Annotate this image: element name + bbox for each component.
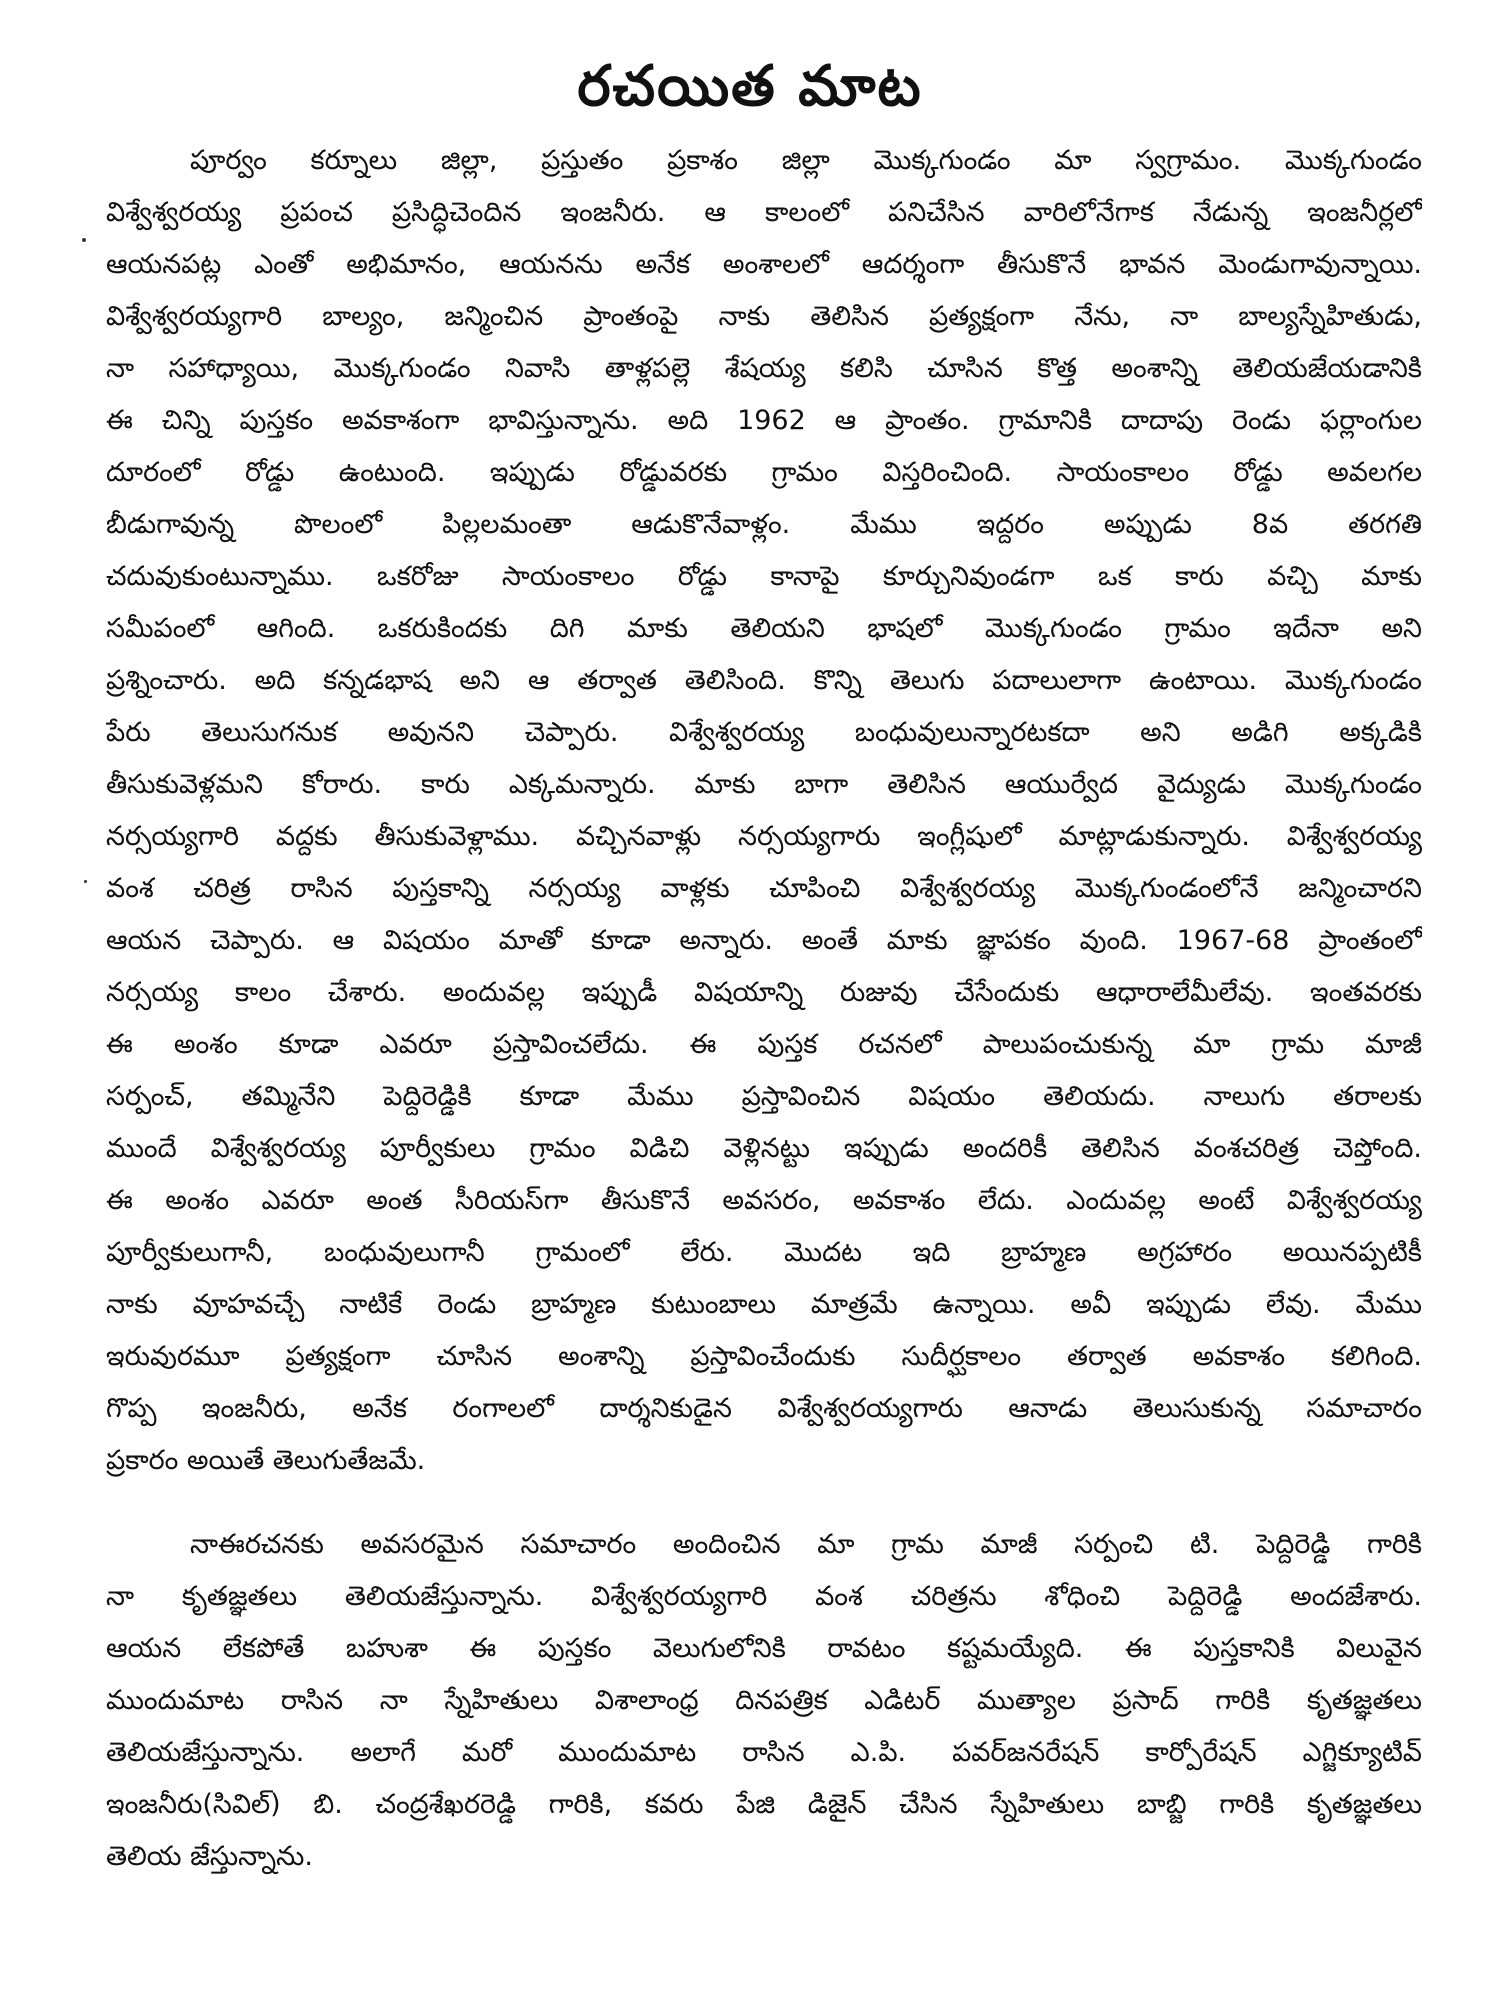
text-line: నర్సయ్యగారి వద్దకు తీసుకువెళ్లాము. వచ్చినవాళ్లు నర్సయ్యగారు ఇంగ్లీషులో మాట్లాడుకున్నారు. విశ్వేశ్వరయ్య bbox=[106, 821, 1422, 852]
scan-speck bbox=[84, 880, 87, 883]
scan-speck bbox=[82, 238, 86, 242]
text-line: విశ్వేశ్వరయ్యగారి బాల్యం, జన్మించిన ప్రాంతంపై నాకు తెలిసిన ప్రత్యక్షంగా నేను, నా బాల్యస్నేహితుడు, bbox=[106, 301, 1422, 332]
page-title: రచయిత మాట bbox=[577, 54, 923, 119]
text-line: ఇరువురమూ ప్రత్యక్షంగా చూసిన అంశాన్ని ప్రస్తావించేందుకు సుదీర్ఘకాలం తర్వాత అవకాశం కలిగింది. bbox=[106, 1341, 1422, 1372]
text-line: సర్పంచ్, తమ్మినేని పెద్దిరెడ్డికి కూడా మేము ప్రస్తావించిన విషయం తెలియదు. నాలుగు తరాలకు bbox=[106, 1081, 1422, 1112]
text-line: వంశ చరిత్ర రాసిన పుస్తకాన్ని నర్సయ్య వాళ్లకు చూపించి విశ్వేశ్వరయ్య మొక్కగుండంలోనే జన్మించారని bbox=[106, 873, 1422, 904]
text-line: బీడుగావున్న పొలంలో పిల్లలమంతా ఆడుకొనేవాళ్లం. మేము ఇద్దరం అప్పుడు 8వ తరగతి bbox=[106, 509, 1422, 540]
text-line: ప్రకారం అయితే తెలుగుతేజమే. bbox=[106, 1445, 426, 1476]
text-line: ప్రశ్నించారు. అది కన్నడభాష అని ఆ తర్వాత తెలిసింది. కొన్ని తెలుగు పదాలులాగా ఉంటాయి. మొక్కగుండం bbox=[106, 665, 1422, 696]
text-line: నర్సయ్య కాలం చేశారు. అందువల్ల ఇప్పుడీ విషయాన్ని రుజువు చేసేందుకు ఆధారాలేమీలేవు. ఇంతవరకు bbox=[106, 977, 1422, 1008]
text-line: చదువుకుంటున్నాము. ఒకరోజు సాయంకాలం రోడ్డు కానాపై కూర్చునివుండగా ఒక కారు వచ్చి మాకు bbox=[106, 561, 1422, 592]
text-line: నా కృతజ్ఞతలు తెలియజేస్తున్నాను. విశ్వేశ్వరయ్యగారి వంశ చరిత్రను శోధించి పెద్దిరెడ్డి అందజేశారు. bbox=[106, 1581, 1422, 1612]
text-line: ముందుమాట రాసిన నా స్నేహితులు విశాలాంధ్ర దినపత్రిక ఎడిటర్ ముత్యాల ప్రసాద్ గారికి కృతజ్ఞతలు bbox=[106, 1685, 1422, 1716]
text-line: సమీపంలో ఆగింది. ఒకరుకిందకు దిగి మాకు తెలియని భాషలో మొక్కగుండం గ్రామం ఇదేనా అని bbox=[106, 613, 1422, 644]
text-line: నా సహాధ్యాయి, మొక్కగుండం నివాసి తాళ్లపల్లె శేషయ్య కలిసి చూసిన కొత్త అంశాన్ని తెలియజేయడానికి bbox=[106, 353, 1422, 384]
text-line: ఆయన లేకపోతే బహుశా ఈ పుస్తకం వెలుగులోనికి రావటం కష్టమయ్యేది. ఈ పుస్తకానికి విలువైన bbox=[106, 1633, 1422, 1664]
text-line: ఆయనపట్ల ఎంతో అభిమానం, ఆయనను అనేక అంశాలలో ఆదర్శంగా తీసుకొనే భావన మెండుగావున్నాయి. bbox=[106, 249, 1422, 280]
paragraph-2 bbox=[106, 1519, 1422, 1883]
text-line: పూర్వీకులుగానీ, బంధువులుగానీ గ్రామంలో లేరు. మొదట ఇది బ్రాహ్మణ అగ్రహారం అయినప్పటికీ bbox=[106, 1237, 1422, 1268]
text-line: ఆయన చెప్పారు. ఆ విషయం మాతో కూడా అన్నారు. అంతే మాకు జ్ఞాపకం వుంది. 1967-68 ప్రాంతంలో bbox=[106, 925, 1422, 956]
text-line: తీసుకువెళ్లమని కోరారు. కారు ఎక్కమన్నారు. మాకు బాగా తెలిసిన ఆయుర్వేద వైద్యుడు మొక్కగుండం bbox=[106, 769, 1422, 800]
document-body bbox=[106, 135, 1422, 1883]
text-line: పేరు తెలుసుగనుక అవునని చెప్పారు. విశ్వేశ్వరయ్య బంధువులున్నారటకదా అని అడిగి అక్కడికి bbox=[106, 717, 1422, 748]
text-line: నాఈరచనకు అవసరమైన సమాచారం అందించిన మా గ్రామ మాజీ సర్పంచి టి. పెద్దిరెడ్డి గారికి bbox=[190, 1529, 1422, 1560]
text-line: తెలియజేస్తున్నాను. అలాగే మరో ముందుమాట రాసిన ఎ.పి. పవర్‌జనరేషన్ కార్పోరేషన్ ఎగ్జిక్యూటివ్ bbox=[106, 1737, 1422, 1768]
text-line: ఈ అంశం ఎవరూ అంత సీరియస్‌గా తీసుకొనే అవసరం, అవకాశం లేదు. ఎందువల్ల అంటే విశ్వేశ్వరయ్య bbox=[106, 1185, 1422, 1216]
text-line: పూర్వం కర్నూలు జిల్లా, ప్రస్తుతం ప్రకాశం జిల్లా మొక్కగుండం మా స్వగ్రామం. మొక్కగుండం bbox=[190, 145, 1422, 176]
text-line: విశ్వేశ్వరయ్య ప్రపంచ ప్రసిద్ధిచెందిన ఇంజనీరు. ఆ కాలంలో పనిచేసిన వారిలోనేగాక నేడున్న ఇంజనీర్లలో bbox=[106, 197, 1422, 228]
text-line: ఈ చిన్ని పుస్తకం అవకాశంగా భావిస్తున్నాను. అది 1962 ఆ ప్రాంతం. గ్రామానికి దాదాపు రెండు ఫర్లాంగుల bbox=[106, 405, 1422, 436]
text-line: నాకు వూహవచ్చే నాటికే రెండు బ్రాహ్మణ కుటుంబాలు మాత్రమే ఉన్నాయి. అవీ ఇప్పుడు లేవు. మేము bbox=[106, 1289, 1422, 1320]
text-line: గొప్ప ఇంజనీరు, అనేక రంగాలలో దార్శనికుడైన విశ్వేశ్వరయ్యగారు ఆనాడు తెలుసుకున్న సమాచారం bbox=[106, 1393, 1422, 1424]
text-line: తెలియ జేస్తున్నాను. bbox=[106, 1841, 313, 1872]
paragraph-1 bbox=[106, 135, 1422, 1487]
text-line: ఇంజనీరు(సివిల్) బి. చంద్రశేఖరరెడ్డి గారికి, కవరు పేజి డిజైన్ చేసిన స్నేహితులు బాబ్జి గారికి కృతజ్ఞతలు bbox=[106, 1789, 1422, 1820]
text-line: దూరంలో రోడ్డు ఉంటుంది. ఇప్పుడు రోడ్డువరకు గ్రామం విస్తరించింది. సాయంకాలం రోడ్డు అవలగల bbox=[106, 457, 1422, 488]
text-line: ముందే విశ్వేశ్వరయ్య పూర్వీకులు గ్రామం విడిచి వెళ్లినట్టు ఇప్పుడు అందరికీ తెలిసిన వంశచరిత్ర చెప్తోంది. bbox=[106, 1133, 1422, 1164]
text-line: ఈ అంశం కూడా ఎవరూ ప్రస్తావించలేదు. ఈ పుస్తక రచనలో పాలుపంచుకున్న మా గ్రామ మాజీ bbox=[106, 1029, 1422, 1060]
